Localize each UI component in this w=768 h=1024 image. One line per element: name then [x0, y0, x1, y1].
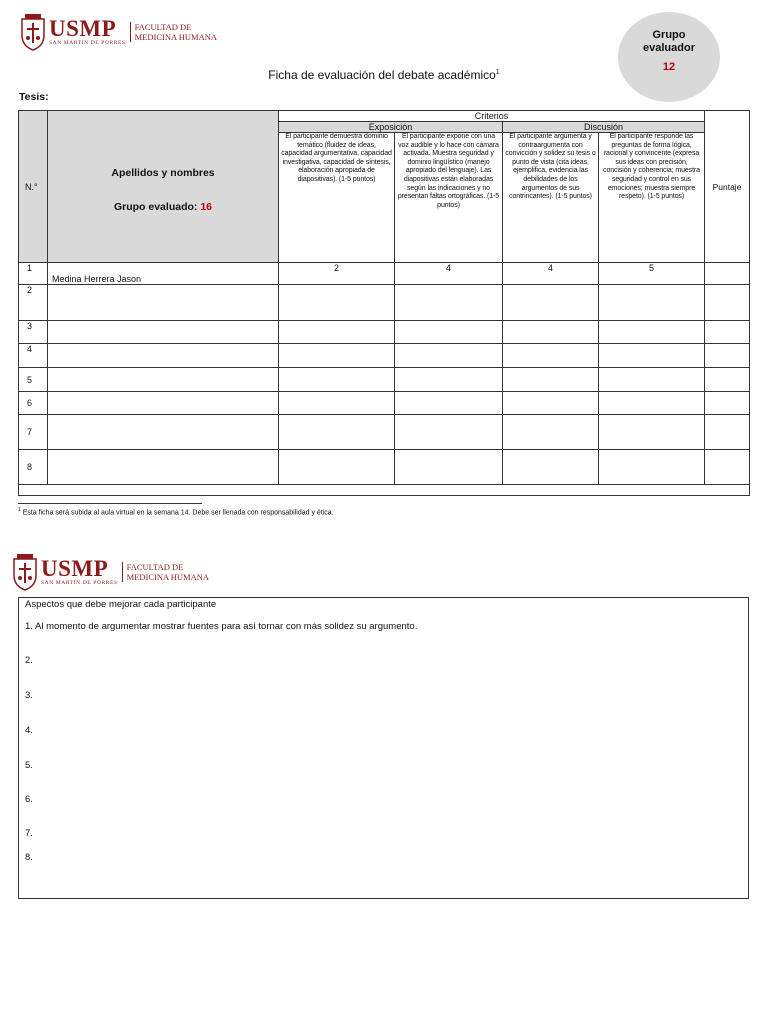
score-c1[interactable] — [279, 321, 395, 344]
badge-label-line1: Grupo — [652, 29, 686, 41]
score-c2[interactable] — [395, 368, 503, 392]
score-c3[interactable] — [503, 344, 599, 368]
score-total[interactable] — [705, 285, 750, 321]
participant-name[interactable] — [48, 344, 279, 368]
score-total[interactable] — [705, 263, 750, 285]
tesis-label: Tesis: — [19, 91, 49, 103]
faculty-name: FACULTAD DE MEDICINA HUMANA — [122, 562, 209, 582]
score-c1[interactable]: 2 — [279, 263, 395, 285]
criterion-2: El participante expone con una voz audible y lo hace con cámara activada. Muestra seguridad y dominio lingüístico (manejo apropiado del lenguaje). Las diapositivas están elaboradas según las indicaciones y no presentan faltas ortográficas. (1-5 puntos) — [395, 133, 503, 263]
score-c2[interactable] — [395, 450, 503, 485]
table-row: 3 — [19, 321, 750, 344]
score-c3[interactable]: 4 — [503, 263, 599, 285]
score-c1[interactable] — [279, 392, 395, 415]
score-total[interactable] — [705, 415, 750, 450]
score-c3[interactable] — [503, 321, 599, 344]
table-row: 4 — [19, 344, 750, 368]
score-c4[interactable] — [599, 392, 705, 415]
score-c3[interactable] — [503, 392, 599, 415]
footnote: $^1$ Esta ficha será subida al aula virtual en la semana 14. Debe ser llenada con responsabilidad y ética. — [18, 507, 334, 517]
score-total[interactable] — [705, 450, 750, 485]
badge-value: 12 — [662, 61, 676, 73]
score-c4[interactable] — [599, 285, 705, 321]
improvement-item[interactable]: 6. — [25, 794, 33, 805]
score-c1[interactable] — [279, 344, 395, 368]
faculty-name: FACULTAD DE MEDICINA HUMANA — [130, 22, 217, 42]
score-c2[interactable]: 4 — [395, 263, 503, 285]
score-c4[interactable] — [599, 415, 705, 450]
improvements-title: Aspectos que debe mejorar cada participante — [25, 599, 217, 610]
score-c1[interactable] — [279, 450, 395, 485]
score-c3[interactable] — [503, 285, 599, 321]
improvement-item[interactable]: 4. — [25, 725, 33, 736]
score-c4[interactable] — [599, 368, 705, 392]
score-total[interactable] — [705, 368, 750, 392]
criteria-header: Criterios — [279, 111, 705, 122]
score-total[interactable] — [705, 321, 750, 344]
score-c1[interactable] — [279, 285, 395, 321]
footnote-rule — [18, 503, 202, 504]
university-seal-icon — [12, 553, 38, 591]
score-c3[interactable] — [503, 415, 599, 450]
participant-name[interactable] — [48, 321, 279, 344]
score-total[interactable] — [705, 344, 750, 368]
score-c2[interactable] — [395, 285, 503, 321]
table-row: 2 — [19, 285, 750, 321]
score-c2[interactable] — [395, 392, 503, 415]
col-num-header: N.° — [19, 111, 48, 263]
criterion-4: El participante responde las preguntas de forma lógica, racional y convincente (expresa sus ideas con precisión, concisión y coherencia; muestra seguridad y control en sus emociones; muestra siempre respeto). (1-5 puntos) — [599, 133, 705, 263]
university-name: SAN MARTÍN DE PORRES — [41, 580, 118, 586]
participant-name[interactable] — [48, 368, 279, 392]
improvement-item[interactable]: 7. — [25, 828, 33, 839]
evaluator-group-badge — [618, 12, 720, 102]
exposicion-header: Exposición — [279, 122, 503, 133]
score-c1[interactable] — [279, 368, 395, 392]
usmp-logo — [20, 13, 217, 51]
score-c2[interactable] — [395, 321, 503, 344]
participant-name[interactable] — [48, 415, 279, 450]
score-c4[interactable] — [599, 344, 705, 368]
participant-name[interactable] — [48, 450, 279, 485]
table-row: 5 — [19, 368, 750, 392]
evaluation-table — [18, 110, 750, 496]
score-c3[interactable] — [503, 450, 599, 485]
score-c3[interactable] — [503, 368, 599, 392]
table-row: 1 Medina Herrera Jason 2 4 4 5 — [19, 263, 750, 285]
group-evaluated-value: 16 — [200, 200, 213, 213]
col-names-header — [48, 111, 279, 263]
usmp-acronym: USMP — [49, 16, 117, 41]
group-evaluated: Grupo evaluado: 16 — [113, 200, 213, 213]
score-c1[interactable] — [279, 415, 395, 450]
university-name: SAN MARTÍN DE PORRES — [49, 40, 126, 46]
usmp-acronym: USMP — [41, 556, 109, 581]
score-c4[interactable] — [599, 450, 705, 485]
badge-label-line2: evaluador — [643, 42, 695, 54]
improvement-item[interactable]: 1. Al momento de argumentar mostrar fuentes para así tornar con más solidez su argumento. — [25, 621, 418, 632]
improvement-item[interactable]: 2. — [25, 655, 33, 666]
table-row: 7 — [19, 415, 750, 450]
table-row: 8 — [19, 450, 750, 485]
score-c2[interactable] — [395, 344, 503, 368]
usmp-logo-2 — [12, 553, 209, 591]
document-title: Ficha de evaluación del debate académico$^1$ — [268, 68, 500, 82]
participant-name[interactable] — [48, 392, 279, 415]
improvements-box — [18, 597, 749, 899]
puntaje-header: Puntaje — [705, 111, 750, 263]
score-total[interactable] — [705, 392, 750, 415]
participant-name: Medina Herrera Jason — [48, 263, 279, 285]
criterion-1: El participante demuestra dominio temático (fluidez de ideas, capacidad argumentativa, capacidad investigativa, capacidad de síntesis, elaboración apropiada de diapositivas). (1-5 puntos) — [279, 133, 395, 263]
discusion-header: Discusión — [503, 122, 705, 133]
score-c4[interactable] — [599, 321, 705, 344]
criterion-3: El participante argumenta y contraargumenta con convicción y solidez su tesis o punto de vista (cita ideas, ejemplifica, evidencia las debilidades de los argumentos de sus contrincantes). (1-5 puntos) — [503, 133, 599, 263]
score-c4[interactable]: 5 — [599, 263, 705, 285]
improvement-item[interactable]: 5. — [25, 760, 33, 771]
table-spacer-row — [19, 485, 750, 496]
university-seal-icon — [20, 13, 46, 51]
names-header-label: Apellidos y nombres — [111, 166, 215, 179]
improvement-item[interactable]: 3. — [25, 690, 33, 701]
participant-name[interactable] — [48, 285, 279, 321]
score-c2[interactable] — [395, 415, 503, 450]
improvement-item[interactable]: 8. — [25, 852, 33, 863]
table-row: 6 — [19, 392, 750, 415]
